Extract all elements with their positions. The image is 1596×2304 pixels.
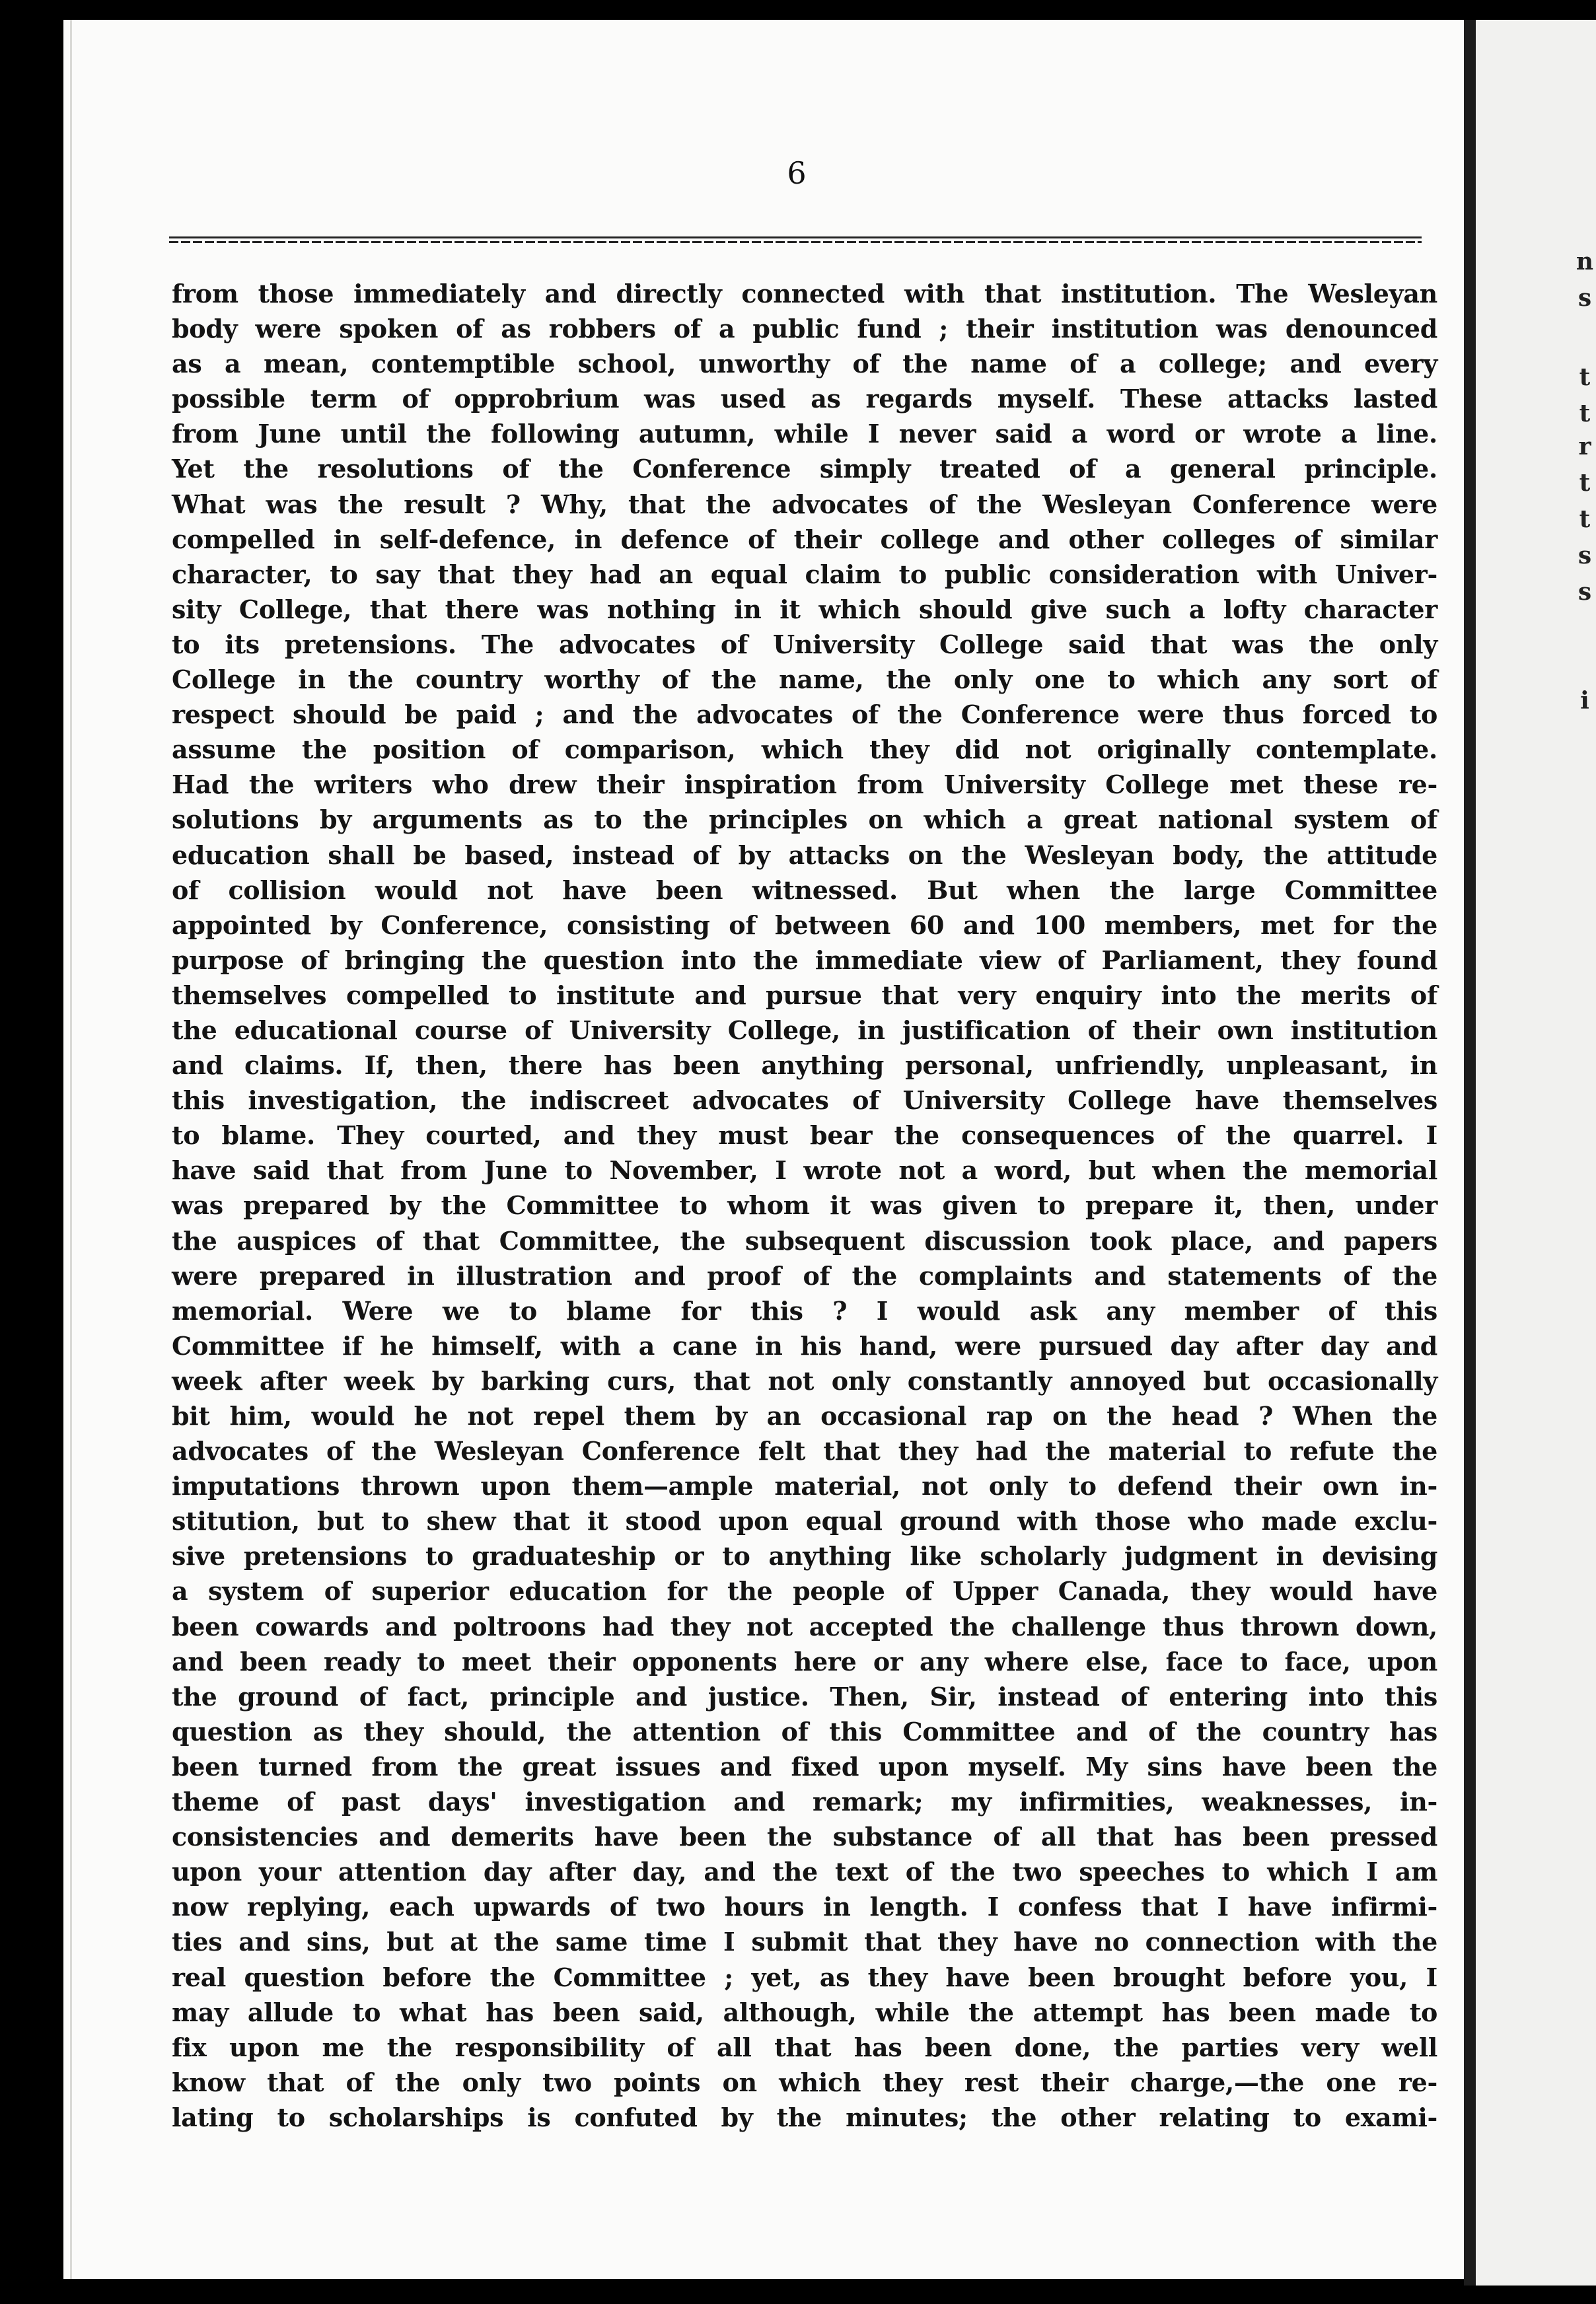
text-line: upon your attention day after day, and the text of the two speeches to which I am — [172, 1857, 1437, 1887]
text-line: ties and sins, but at the same time I submit that they have no connection with the — [172, 1927, 1437, 1957]
text-line: imputations thrown upon them—ample material, not only to defend their own in- — [172, 1471, 1437, 1501]
text-line: question as they should, the attention of this Committee and of the country has — [172, 1716, 1437, 1746]
text-line: have said that from June to November, I wrote not a word, but when the memorial — [172, 1155, 1437, 1186]
text-line: purpose of bringing the question into the immediate view of Parliament, they found — [172, 945, 1437, 975]
text-line: know that of the only two points on which they rest their charge,—the one re- — [172, 2067, 1437, 2097]
adjacent-page-gutter — [1464, 20, 1476, 2286]
text-line: themselves compelled to institute and pursue that very enquiry into the merits of — [172, 980, 1437, 1010]
text-line: Committee if he himself, with a cane in his hand, were pursued day after day and — [172, 1330, 1437, 1361]
adjacent-page-glyph: t — [1579, 505, 1591, 533]
text-line: College in the country worthy of the name, the only one to which any sort of — [172, 665, 1437, 695]
text-line: real question before the Committee ; yet, as they have been brought before you, I — [172, 1962, 1437, 1992]
text-line: Had the writers who drew their inspiration from University College met these re- — [172, 770, 1437, 800]
text-line: the educational course of University College, in justification of their own institution — [172, 1015, 1437, 1045]
text-line: respect should be paid ; and the advocates of the Conference were thus forced to — [172, 700, 1437, 730]
adjacent-page-glyph: s — [1578, 284, 1592, 312]
adjacent-page-glyph: t — [1579, 363, 1591, 391]
text-line: to its pretensions. The advocates of University College said that was the only — [172, 629, 1437, 659]
text-line: were prepared in illustration and proof of the complaints and statements of the — [172, 1260, 1437, 1291]
text-line: may allude to what has been said, although, while the attempt has been made to — [172, 1997, 1437, 2027]
book-page — [63, 20, 1468, 2279]
text-line: assume the position of comparison, which they did not originally contemplate. — [172, 735, 1437, 765]
header-rule-dashed — [169, 241, 1422, 243]
text-line: from those immediately and directly connected with that institution. The Wesleyan — [172, 279, 1437, 308]
text-line: bit him, would he not repel them by an occasional rap on the head ? When the — [172, 1401, 1437, 1431]
header-rule-solid — [169, 236, 1422, 238]
text-line: the auspices of that Committee, the subsequent discussion took place, and papers — [172, 1225, 1437, 1256]
text-line: sive pretensions to graduateship or to anything like scholarly judgment in devising — [172, 1541, 1437, 1571]
text-line: been turned from the great issues and fixed upon myself. My sins have been the — [172, 1751, 1437, 1782]
text-line: stitution, but to shew that it stood upon equal ground with those who made exclu- — [172, 1506, 1437, 1536]
text-line: Yet the resolutions of the Conference simply treated of a general principle. — [172, 454, 1437, 484]
adjacent-page-fragment — [1464, 20, 1596, 2286]
adjacent-page-glyph: n — [1576, 248, 1594, 275]
header-rule — [169, 236, 1422, 244]
text-line: solutions by arguments as to the principles on which a great national system of — [172, 805, 1437, 835]
page-edge-shadow — [70, 20, 72, 2279]
adjacent-page-glyph: s — [1578, 542, 1592, 569]
text-line: the ground of fact, principle and justice. Then, Sir, instead of entering into this — [172, 1681, 1437, 1711]
text-line: this investigation, the indiscreet advocates of University College have themselves — [172, 1085, 1437, 1116]
text-line: a system of superior education for the people of Upper Canada, they would have — [172, 1576, 1437, 1606]
adjacent-page-glyph: i — [1580, 687, 1589, 715]
text-line: been cowards and poltroons had they not accepted the challenge thus thrown down, — [172, 1611, 1437, 1641]
text-line: body were spoken of as robbers of a public fund ; their institution was denounced — [172, 314, 1437, 344]
text-line: What was the result ? Why, that the advocates of the Wesleyan Conference were — [172, 489, 1437, 519]
text-line: sity College, that there was nothing in it which should give such a lofty character — [172, 594, 1437, 624]
text-line: compelled in self-defence, in defence of their college and other colleges of similar — [172, 524, 1437, 554]
text-line: appointed by Conference, consisting of between 60 and 100 members, met for the — [172, 910, 1437, 940]
text-line: of collision would not have been witnessed. But when the large Committee — [172, 875, 1437, 905]
text-line: memorial. Were we to blame for this ? I would ask any member of this — [172, 1295, 1437, 1326]
text-line: lating to scholarships is confuted by the minutes; the other relating to exami- — [172, 2102, 1437, 2132]
text-line: was prepared by the Committee to whom it was given to prepare it, then, under — [172, 1190, 1437, 1221]
text-line: and claims. If, then, there has been anything personal, unfriendly, unpleasant, in — [172, 1050, 1437, 1081]
adjacent-page-glyph: r — [1578, 433, 1591, 460]
text-line: advocates of the Wesleyan Conference felt that they had the material to refute the — [172, 1436, 1437, 1466]
adjacent-page-glyph: t — [1579, 400, 1591, 427]
text-line: week after week by barking curs, that not only constantly annoyed but occasionally — [172, 1365, 1437, 1396]
adjacent-page-glyph: s — [1578, 578, 1592, 606]
text-line: as a mean, contemptible school, unworthy of the name of a college; and every — [172, 349, 1437, 379]
text-line: from June until the following autumn, while I never said a word or wrote a line. — [172, 419, 1437, 449]
text-line: consistencies and demerits have been the substance of all that has been pressed — [172, 1822, 1437, 1852]
text-line: and been ready to meet their opponents here or any where else, face to face, upon — [172, 1646, 1437, 1676]
text-line: fix upon me the responsibility of all that has been done, the parties very well — [172, 2032, 1437, 2062]
adjacent-page-glyph: t — [1579, 469, 1591, 497]
text-line: education shall be based, instead of by attacks on the Wesleyan body, the attitude — [172, 840, 1437, 870]
body-text — [172, 276, 1437, 2135]
page-number: 6 — [787, 155, 807, 191]
text-line: theme of past days' investigation and remark; my infirmities, weaknesses, in- — [172, 1787, 1437, 1817]
text-line: to blame. They courted, and they must bear the consequences of the quarrel. I — [172, 1120, 1437, 1151]
text-line: possible term of opprobrium was used as regards myself. These attacks lasted — [172, 384, 1437, 414]
text-line: character, to say that they had an equal claim to public consideration with Univer- — [172, 559, 1437, 589]
text-line: now replying, each upwards of two hours in length. I confess that I have infirmi- — [172, 1892, 1437, 1922]
